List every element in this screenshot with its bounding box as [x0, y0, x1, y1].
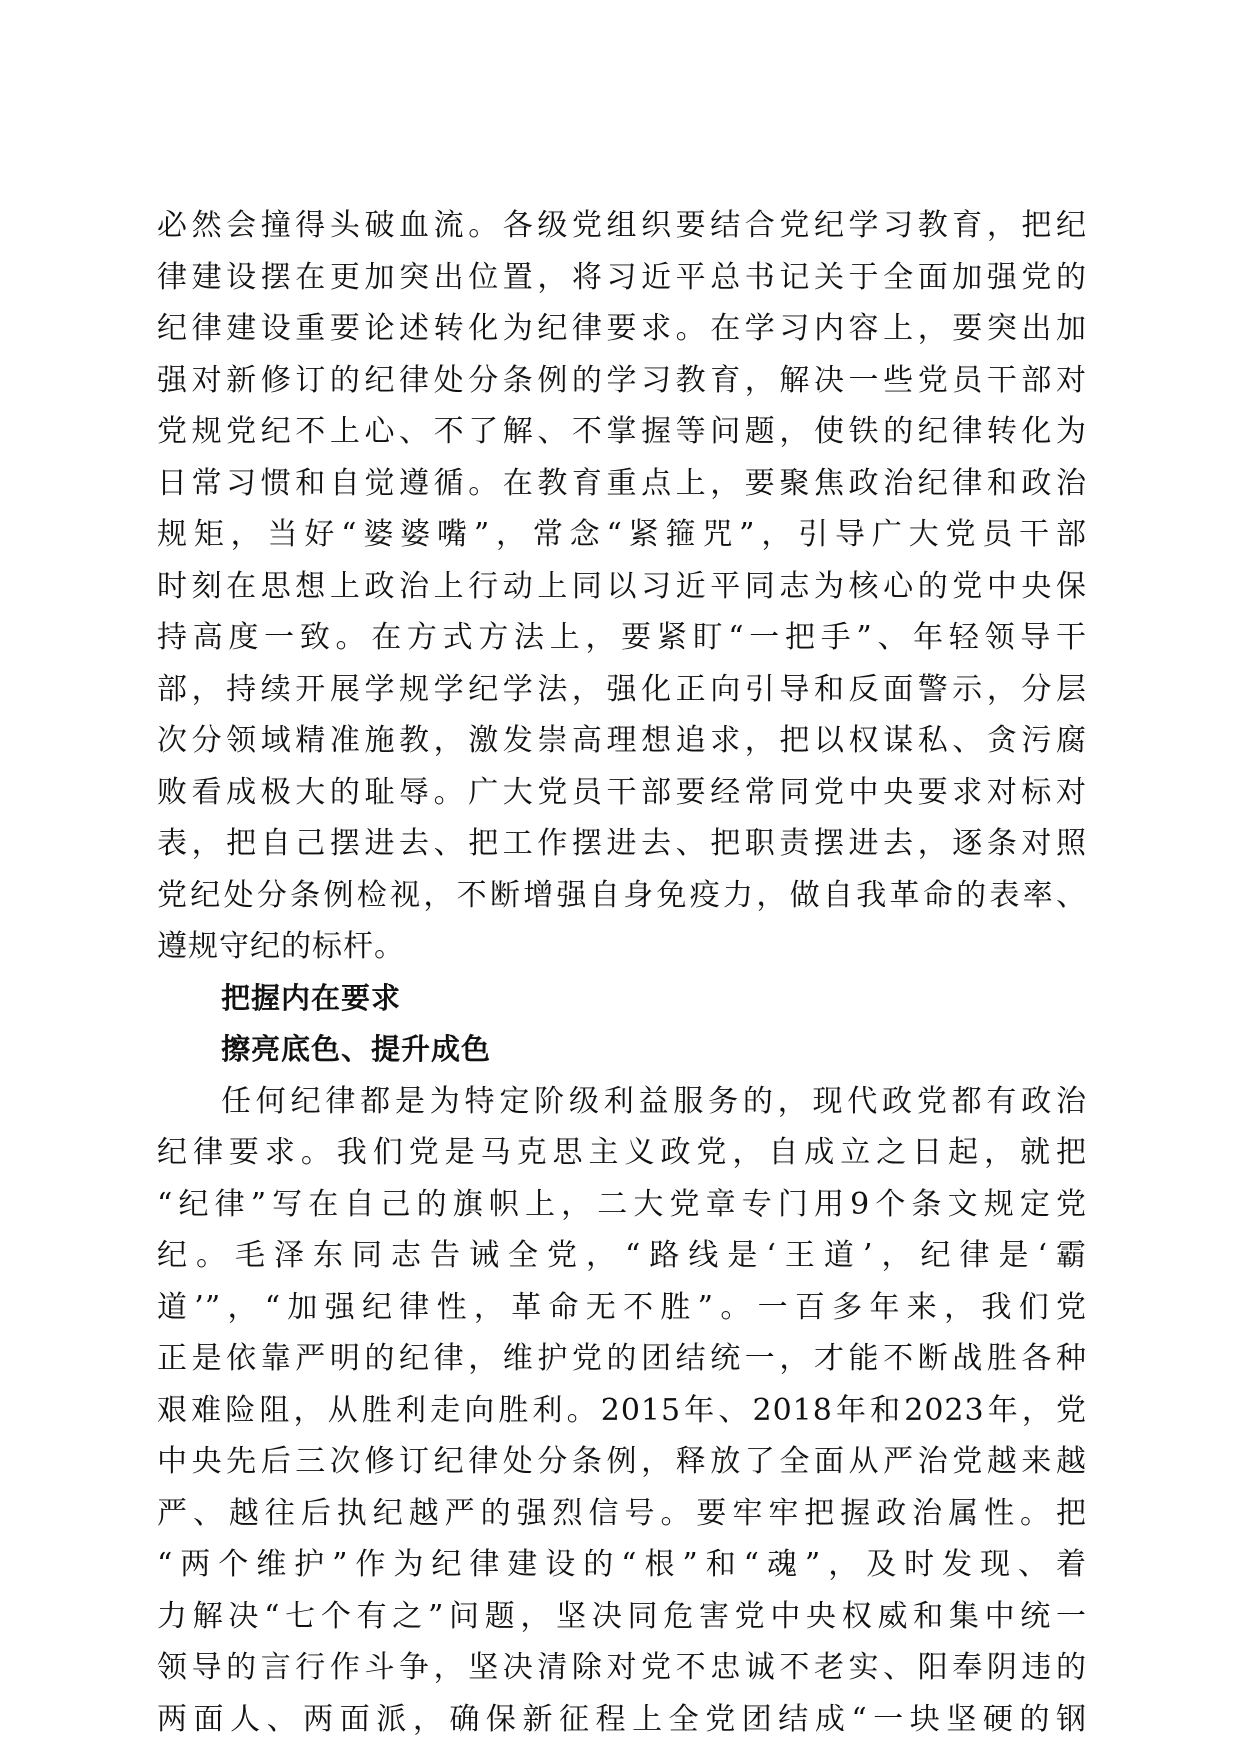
text-line: 领导的言行作斗争，坚决清除对党不忠诚不老实、阳奉阴违的 — [157, 1650, 1087, 1685]
text-line: 纪律建设重要论述转化为纪律要求。在学习内容上，要突出加 — [157, 311, 1087, 346]
text-line: 遵规守纪的标杆。 — [157, 929, 405, 964]
text-line: 败看成极大的耻辱。广大党员干部要经常同党中央要求对标对 — [157, 774, 1087, 810]
text-line: 规矩，当好“婆婆嘴”，常念“紧箍咒”，引导广大党员干部 — [157, 517, 1087, 552]
section-subheading: 擦亮底色、提升成色 — [221, 1032, 492, 1066]
text-line: “两个维护”作为纪律建设的“根”和“魂”，及时发现、着 — [157, 1547, 1087, 1582]
text-line: 部，持续开展学规学纪学法，强化正向引导和反面警示，分层 — [157, 671, 1087, 707]
text-line: 任何纪律都是为特定阶级利益服务的，现代政党都有政治 — [221, 1083, 1087, 1119]
text-line: “纪律”写在自己的旗帜上，二大党章专门用9个条文规定党 — [157, 1186, 1087, 1222]
text-line: 两面人、两面派，确保新征程上全党团结成“一块坚硬的钢 — [157, 1701, 1087, 1737]
text-line: 时刻在思想上政治上行动上同以习近平同志为核心的党中央保 — [157, 568, 1087, 604]
text-line: 党规党纪不上心、不了解、不掌握等问题，使铁的纪律转化为 — [157, 414, 1087, 449]
text-line: 必然会撞得头破血流。各级党组织要结合党纪学习教育，把纪 — [157, 208, 1087, 243]
text-line: 纪。毛泽东同志告诫全党，“路线是‘王道’，纪律是‘霸 — [157, 1238, 1087, 1273]
paragraph-political-discipline — [157, 1076, 1087, 1746]
text-line: 律建设摆在更加突出位置，将习近平总书记关于全面加强党的 — [157, 259, 1087, 295]
text-line: 力解决“七个有之”问题，坚决同危害党中央权威和集中统一 — [157, 1598, 1087, 1634]
text-line: 强对新修订的纪律处分条例的学习教育，解决一些党员干部对 — [157, 362, 1087, 398]
text-line: 次分领域精准施教，激发崇高理想追求，把以权谋私、贪污腐 — [157, 723, 1087, 758]
text-line: 正是依靠严明的纪律，维护党的团结统一，才能不断战胜各种 — [157, 1341, 1087, 1376]
paragraph-discipline-education — [157, 200, 1087, 973]
text-line: 党纪处分条例检视，不断增强自身免疫力，做自我革命的表率、 — [157, 877, 1087, 913]
section-heading: 把握内在要求 — [221, 980, 402, 1015]
text-line: 严、越往后执纪越严的强烈信号。要牢牢把握政治属性。把 — [157, 1495, 1087, 1531]
text-line: 中央先后三次修订纪律处分条例，释放了全面从严治党越来越 — [157, 1444, 1087, 1479]
text-line: 艰难险阻，从胜利走向胜利。2015年、2018年和2023年，党 — [157, 1392, 1087, 1428]
text-line: 纪律要求。我们党是马克思主义政党，自成立之日起，就把 — [157, 1135, 1087, 1170]
document-page — [157, 200, 1087, 1745]
text-line: 表，把自己摆进去、把工作摆进去、把职责摆进去，逐条对照 — [157, 826, 1087, 861]
text-line: 道’”，“加强纪律性，革命无不胜”。一百多年来，我们党 — [157, 1289, 1087, 1325]
text-line: 持高度一致。在方式方法上，要紧盯“一把手”、年轻领导干 — [157, 620, 1087, 655]
text-line: 日常习惯和自觉遵循。在教育重点上，要聚焦政治纪律和政治 — [157, 465, 1087, 501]
